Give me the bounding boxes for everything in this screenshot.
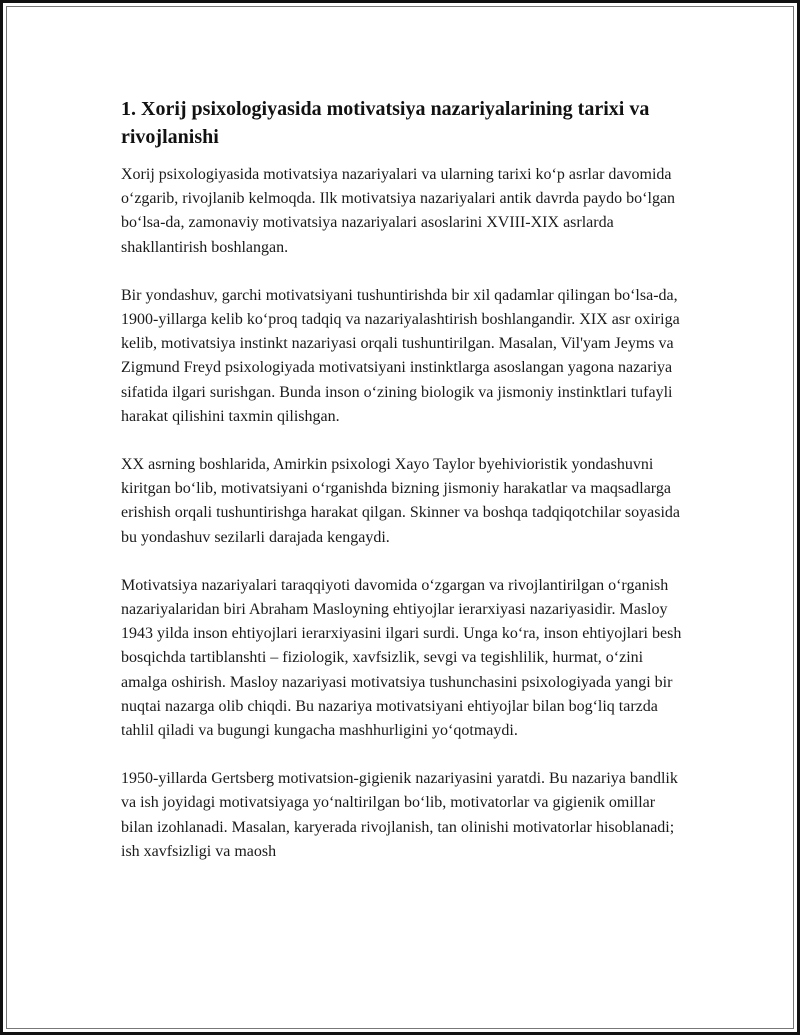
paragraph-herzberg: 1950-yillarda Gertsberg motivatsion-gigienik nazariyasini yaratdi. Bu nazariya bandlik va ish joyidagi motivatsiyaga yo‘naltirilgan bo‘lib, motivatorlar va gigienik omillar bilan izohlanadi. Masalan, karyerada rivojlanish, tan olinishi motivatorlar hisoblanadi; ish xavfsizligi va maosh <box>121 770 678 860</box>
paragraph-intro: Xorij psixologiyasida motivatsiya nazariyalari va ularning tarixi ko‘p asrlar davomida o‘zgarib, rivojlanib kelmoqda. Ilk motivatsiya nazariyalari antik davrda paydo bo‘lgan bo‘lsa-da, zamonaviy motivatsiya nazariyalari asoslarini XVIII-XIX asrlarda shakllantirish boshlangan. <box>121 166 676 256</box>
document-body <box>121 95 691 888</box>
paragraph-behaviorism: XX asrning boshlarida, Amirkin psixologi Xayo Taylor byehivioristik yondashuvni kiritgan bo‘lib, motivatsiyani o‘rganishda bizning jismoniy harakatlar va maqsadlarga erishish orqali tushuntirishga harakat qilgan. Skinner va boshqa tadqiqotchilar soyasida bu yondashuv sezilarli darajada kengaydi. <box>121 456 680 546</box>
paragraph-instinct-theory: Bir yondashuv, garchi motivatsiyani tushuntirishda bir xil qadamlar qilingan bo‘lsa-da, 1900-yillarga kelib ko‘proq tadqiq va nazariyalashtirish boshlangandir. XIX asr oxiriga kelib, motivatsiya instinkt nazariyasi orqali tushuntirilgan. Masalan, Vil'yam Jeyms va Zigmund Freyd psixologiyada motivatsiyani instinktlarga asoslangan yagona nazariya sifatida ilgari surishgan. Bunda inson o‘zining biologik va jismoniy instinktlari tufayli harakat qilishini taxmin qilishgan. <box>121 286 680 425</box>
section-heading: 1. Xorij psixologiyasida motivatsiya nazariyalarining tarixi va rivojlanishi <box>121 98 650 148</box>
paragraph-maslow: Motivatsiya nazariyalari taraqqiyoti davomida o‘zgargan va rivojlantirilgan o‘rganish nazariyalaridan biri Abraham Masloyning ehtiyojlar ierarxiyasi nazariyasidir. Masloy 1943 yilda inson ehtiyojlari ierarxiyasini ilgari surdi. Unga ko‘ra, inson ehtiyojlari besh bosqichda tartiblanshti – fiziologik, xavfsizlik, sevgi va tegishlilik, hurmat, o‘zini amalga oshirish. Masloy nazariyasi motivatsiya tushunchasini psixologiyada yangi bir nuqtai nazarga olib chiqdi. Bu nazariya motivatsiyani ehtiyojlar bilan bog‘liq tarzda tahlil qiladi va bugungi kungacha mashhurligini yo‘qotmaydi. <box>121 576 682 740</box>
